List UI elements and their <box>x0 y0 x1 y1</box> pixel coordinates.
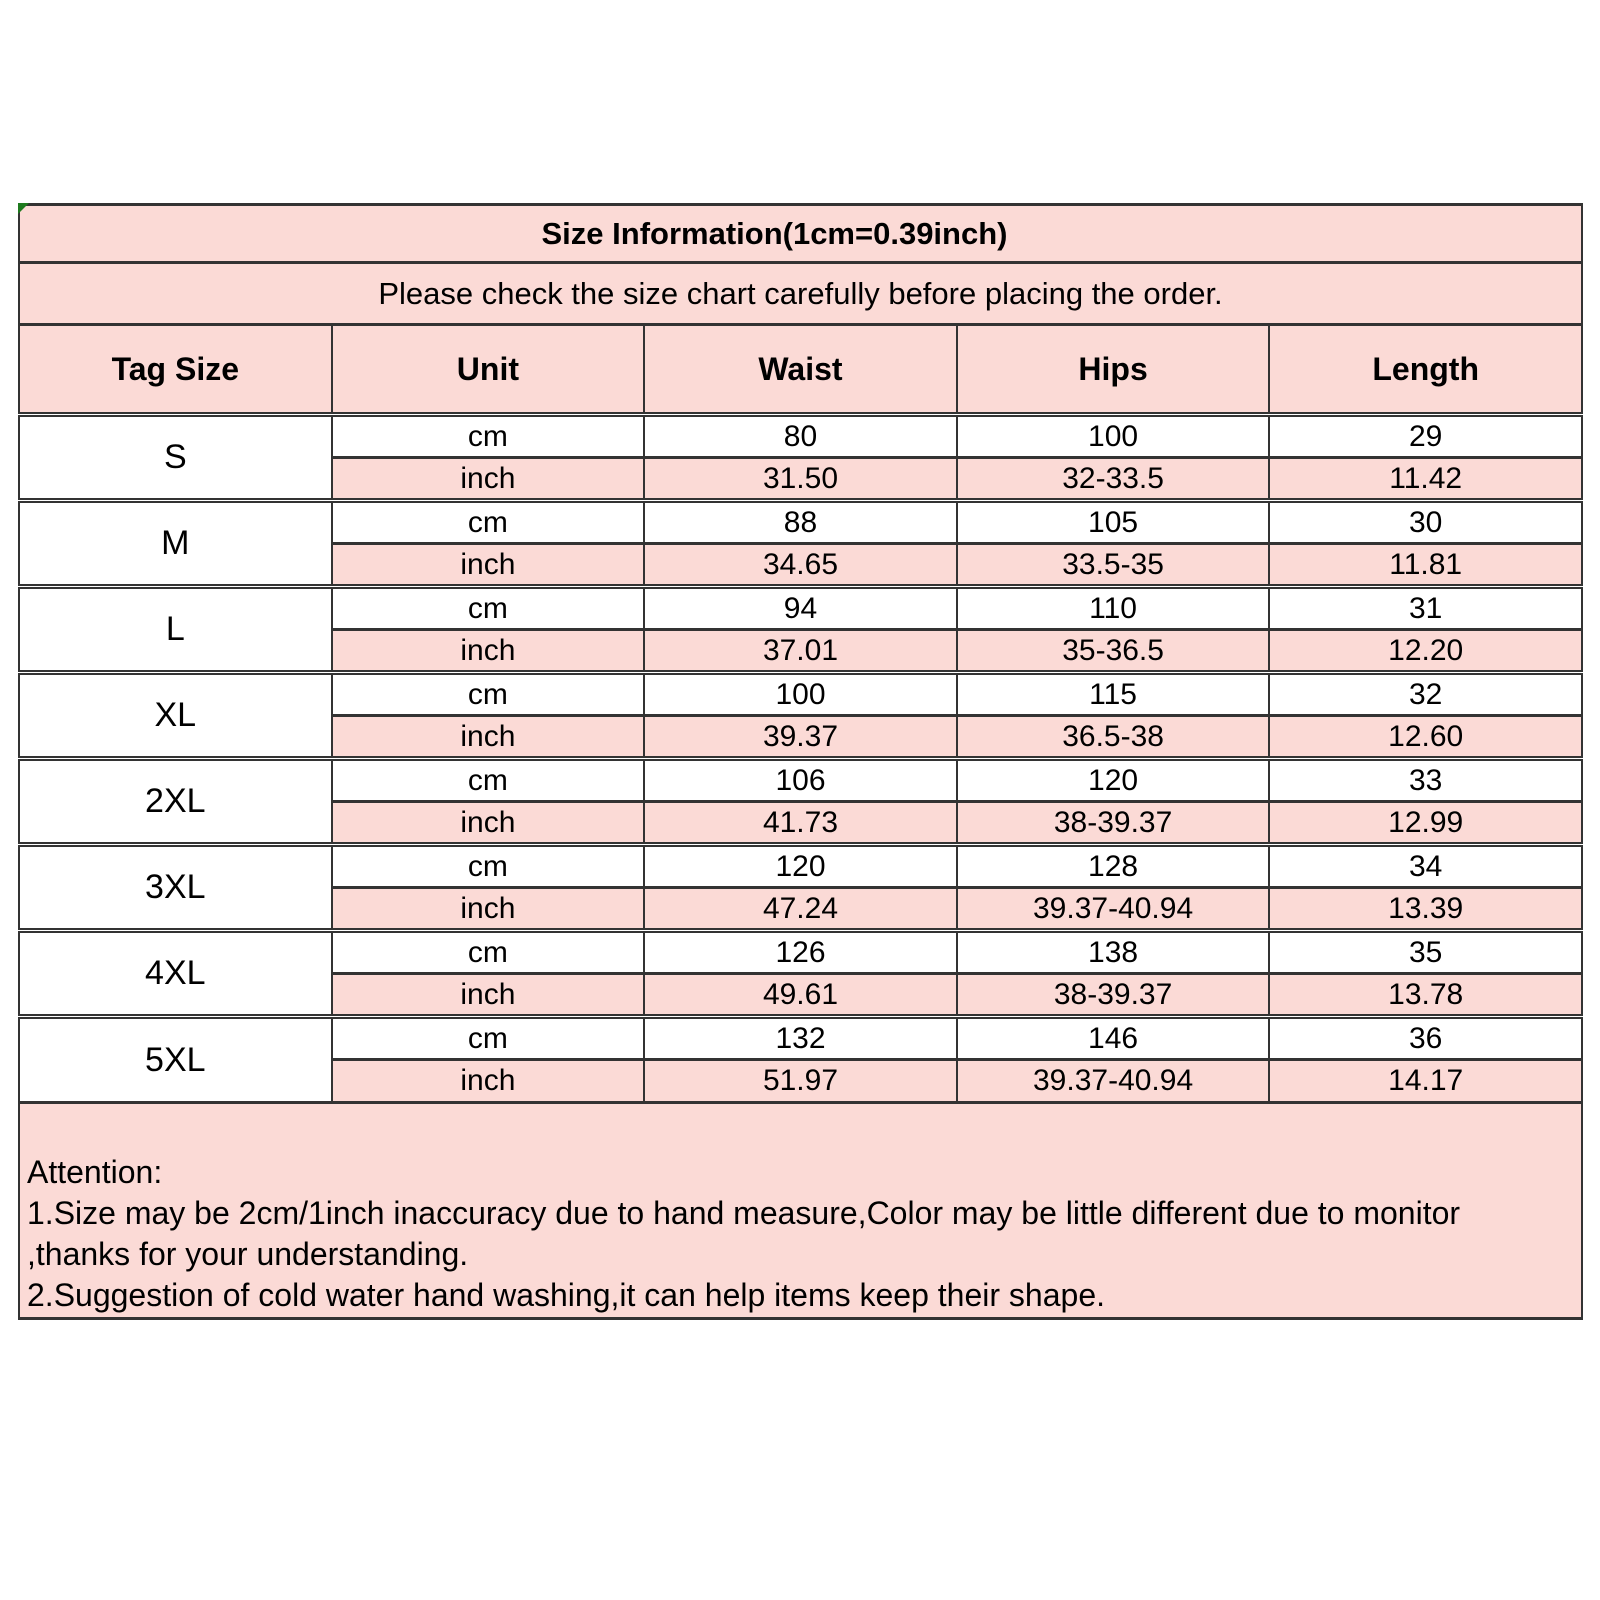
tag-size-label: S <box>19 415 332 501</box>
length-cm-value: 34 <box>1269 845 1582 888</box>
waist-cm-value: 100 <box>644 673 957 716</box>
waist-cm-value: 88 <box>644 501 957 544</box>
unit-label: cm <box>332 845 645 888</box>
size-row-cm <box>19 931 1582 974</box>
tag-size-label: 4XL <box>19 931 332 1017</box>
waist-inch-value: 47.24 <box>644 888 957 931</box>
size-row-cm <box>19 673 1582 716</box>
tag-size-label: M <box>19 501 332 587</box>
length-cm-value: 30 <box>1269 501 1582 544</box>
column-header-tag-size: Tag Size <box>19 325 332 415</box>
hips-cm-value: 120 <box>957 759 1270 802</box>
waist-cm-value: 132 <box>644 1017 957 1060</box>
unit-label: inch <box>332 716 645 759</box>
waist-inch-value: 34.65 <box>644 544 957 587</box>
size-group-4xl <box>19 931 1582 1017</box>
waist-cm-value: 120 <box>644 845 957 888</box>
waist-cm-value: 94 <box>644 587 957 630</box>
hips-inch-value: 38-39.37 <box>957 974 1270 1017</box>
subtitle-row <box>19 263 1582 325</box>
unit-label: cm <box>332 673 645 716</box>
waist-inch-value: 51.97 <box>644 1060 957 1103</box>
length-cm-value: 36 <box>1269 1017 1582 1060</box>
tag-size-label: XL <box>19 673 332 759</box>
size-group-xl <box>19 673 1582 759</box>
unit-label: inch <box>332 458 645 501</box>
length-cm-value: 29 <box>1269 415 1582 458</box>
waist-inch-value: 49.61 <box>644 974 957 1017</box>
unit-label: cm <box>332 501 645 544</box>
hips-inch-value: 36.5-38 <box>957 716 1270 759</box>
unit-label: inch <box>332 1060 645 1103</box>
chart-title: Size Information(1cm=0.39inch) <box>19 205 1582 263</box>
unit-label: cm <box>332 931 645 974</box>
length-cm-value: 35 <box>1269 931 1582 974</box>
size-group-5xl <box>19 1017 1582 1103</box>
length-inch-value: 12.60 <box>1269 716 1582 759</box>
length-inch-value: 12.20 <box>1269 630 1582 673</box>
attention-heading: Attention: <box>27 1154 163 1190</box>
tag-size-label: 5XL <box>19 1017 332 1103</box>
hips-cm-value: 128 <box>957 845 1270 888</box>
column-header-row <box>19 325 1582 415</box>
attention-note <box>18 1104 1583 1320</box>
column-header-hips: Hips <box>957 325 1270 415</box>
unit-label: cm <box>332 759 645 802</box>
length-inch-value: 13.39 <box>1269 888 1582 931</box>
size-group-2xl <box>19 759 1582 845</box>
size-row-cm <box>19 415 1582 458</box>
length-inch-value: 11.42 <box>1269 458 1582 501</box>
length-inch-value: 12.99 <box>1269 802 1582 845</box>
column-header-waist: Waist <box>644 325 957 415</box>
length-cm-value: 32 <box>1269 673 1582 716</box>
tag-size-label: L <box>19 587 332 673</box>
size-group-3xl <box>19 845 1582 931</box>
title-row <box>19 205 1582 263</box>
hips-inch-value: 39.37-40.94 <box>957 1060 1270 1103</box>
size-row-cm <box>19 1017 1582 1060</box>
hips-cm-value: 115 <box>957 673 1270 716</box>
hips-inch-value: 39.37-40.94 <box>957 888 1270 931</box>
unit-label: inch <box>332 888 645 931</box>
size-table <box>18 203 1583 1104</box>
waist-inch-value: 41.73 <box>644 802 957 845</box>
waist-cm-value: 106 <box>644 759 957 802</box>
unit-label: inch <box>332 802 645 845</box>
unit-label: inch <box>332 630 645 673</box>
size-row-cm <box>19 501 1582 544</box>
length-inch-value: 13.78 <box>1269 974 1582 1017</box>
hips-cm-value: 100 <box>957 415 1270 458</box>
waist-inch-value: 39.37 <box>644 716 957 759</box>
chart-subtitle: Please check the size chart carefully before placing the order. <box>19 263 1582 325</box>
hips-cm-value: 146 <box>957 1017 1270 1060</box>
size-row-cm <box>19 845 1582 888</box>
hips-inch-value: 38-39.37 <box>957 802 1270 845</box>
hips-cm-value: 138 <box>957 931 1270 974</box>
size-row-cm <box>19 759 1582 802</box>
column-header-unit: Unit <box>332 325 645 415</box>
size-chart-sheet <box>18 203 1583 1320</box>
size-group-s <box>19 415 1582 501</box>
tag-size-label: 3XL <box>19 845 332 931</box>
hips-inch-value: 33.5-35 <box>957 544 1270 587</box>
unit-label: inch <box>332 544 645 587</box>
hips-inch-value: 35-36.5 <box>957 630 1270 673</box>
waist-cm-value: 126 <box>644 931 957 974</box>
unit-label: cm <box>332 587 645 630</box>
unit-label: cm <box>332 415 645 458</box>
hips-cm-value: 110 <box>957 587 1270 630</box>
size-group-m <box>19 501 1582 587</box>
length-cm-value: 33 <box>1269 759 1582 802</box>
attention-line-2: ,thanks for your understanding. <box>27 1236 469 1272</box>
length-inch-value: 14.17 <box>1269 1060 1582 1103</box>
attention-line-3: 2.Suggestion of cold water hand washing,it can help items keep their shape. <box>27 1277 1105 1313</box>
waist-inch-value: 31.50 <box>644 458 957 501</box>
hips-cm-value: 105 <box>957 501 1270 544</box>
unit-label: inch <box>332 974 645 1017</box>
size-group-l <box>19 587 1582 673</box>
waist-inch-value: 37.01 <box>644 630 957 673</box>
size-row-cm <box>19 587 1582 630</box>
column-header-length: Length <box>1269 325 1582 415</box>
unit-label: cm <box>332 1017 645 1060</box>
attention-line-1: 1.Size may be 2cm/1inch inaccuracy due to hand measure,Color may be little different due to monitor <box>27 1195 1461 1231</box>
length-inch-value: 11.81 <box>1269 544 1582 587</box>
green-corner-marker-icon <box>18 203 29 214</box>
waist-cm-value: 80 <box>644 415 957 458</box>
length-cm-value: 31 <box>1269 587 1582 630</box>
tag-size-label: 2XL <box>19 759 332 845</box>
hips-inch-value: 32-33.5 <box>957 458 1270 501</box>
